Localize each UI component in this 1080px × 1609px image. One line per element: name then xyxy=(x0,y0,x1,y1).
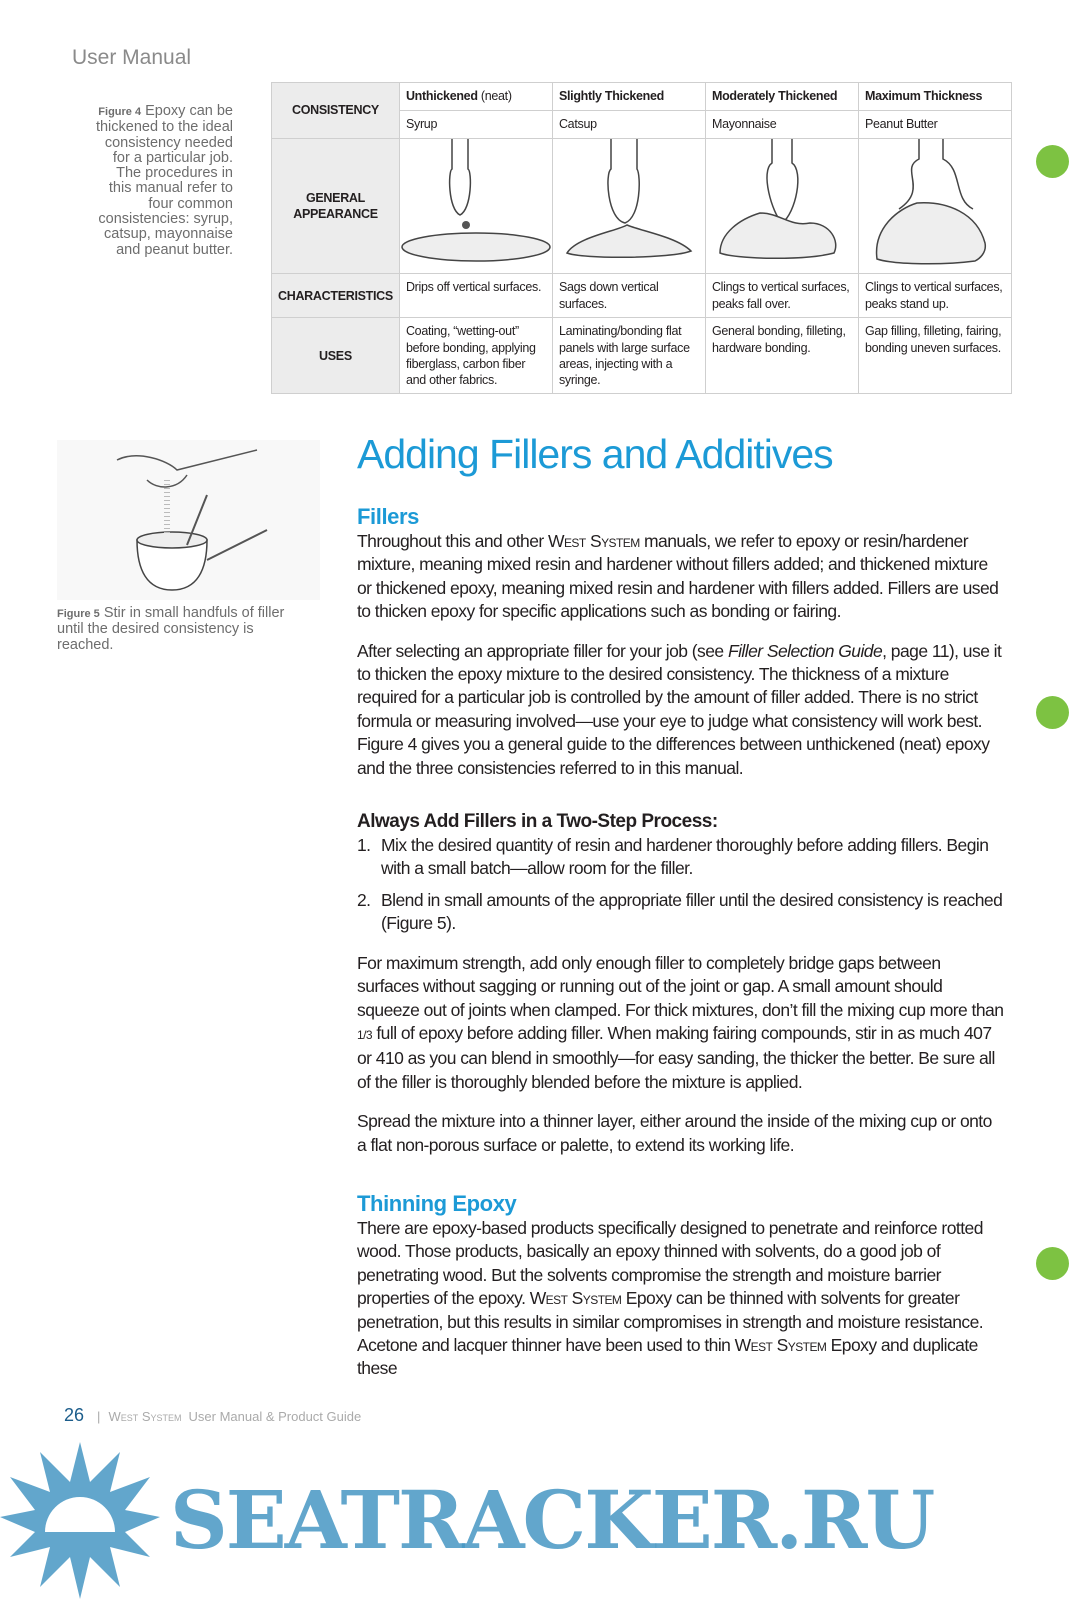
green-tab-marker xyxy=(1036,696,1069,729)
page-number: 26 xyxy=(64,1404,85,1425)
example-cell: Catsup xyxy=(552,111,705,139)
paragraph: After selecting an appropriate filler for your job (see Filler Selection Guide, page 11), use it to thicken the epoxy mixture to the desired consistency. The thickness of a mixture required for a particular job is controlled by the amount of filler added. There is no strict formula or measuring involved—use your eye to judge what consistency will work best. Figure 4 gives you a general guide to the differences between unthickened (neat) epoxy and the three consistencies referred to in this manual. xyxy=(357,640,1002,778)
paragraph: There are epoxy-based products specifically designed to penetrate and reinforce rotted wood. Those products, basically an epoxy thinned with solvents, do a good job of penetrating wood. But the solvents compromise the strength and moisture barrier properties of the epoxy. West System Epoxy can be thinned with solvents for greater penetration, but this results in similar compromises in strength and moisture resistance. Acetone and lacquer thinner have been used to thin West System Epoxy and duplicate these xyxy=(357,1217,984,1379)
uses-cell: Gap filling, filleting, fairing, bonding uneven surfaces. xyxy=(858,318,1011,394)
running-header: User Manual xyxy=(72,46,192,69)
green-tab-marker xyxy=(1036,145,1069,178)
characteristics-cell: Drips off vertical surfaces. xyxy=(399,274,552,318)
thinning-heading: Thinning Epoxy xyxy=(357,1190,517,1216)
figure-5-illustration xyxy=(57,440,320,600)
sun-logo-icon xyxy=(0,1442,160,1599)
figure-label: Figure 4 xyxy=(98,106,142,118)
list-item: 1. Mix the desired quantity of resin and hardener thoroughly before adding fillers. Begin with a small batch—allow room for the filler. xyxy=(357,835,989,879)
peanut-butter-illustration xyxy=(858,139,1011,274)
characteristics-cell: Sags down vertical surfaces. xyxy=(552,274,705,318)
example-cell: Mayonnaise xyxy=(705,111,858,139)
row-label: CHARACTERISTICS xyxy=(272,274,400,318)
col-header: Unthickened (neat) xyxy=(399,83,552,111)
mayonnaise-illustration xyxy=(705,139,858,274)
list-item: 2. Blend in small amounts of the appropriate filler until the desired consistency is reached (Figure 5). xyxy=(357,889,1003,934)
watermark xyxy=(0,1442,1080,1609)
syrup-illustration xyxy=(399,139,552,274)
uses-cell: Coating, “wetting-out” before bonding, applying fiberglass, carbon fiber and other fabrics. xyxy=(399,318,552,394)
section-title: Adding Fillers and Additives xyxy=(357,431,833,477)
watermark-text: SEATRACKER.RU xyxy=(170,1473,934,1568)
figure-5-caption: Figure 5 Stir in small handfuls of filler until the desired consistency is reached. xyxy=(57,605,285,653)
page-footer: 26 | West System User Manual & Product Guide xyxy=(64,1404,362,1425)
row-label: CONSISTENCY xyxy=(272,83,400,139)
characteristics-cell: Clings to vertical surfaces, peaks stand up. xyxy=(858,274,1011,318)
paragraph: For maximum strength, add only enough filler to completely bridge gaps between surfaces without sagging or running out of the joint or gap. A small amount should squeeze out of joints when clamped. For thick mixtures, don’t fill the mixing cup more than 1/3 full of epoxy before adding filler. When making fairing compounds, stir in as much 407 or 410 as you can blend in smoothly—for easy sanding, the thicker the better. Be sure all of the filler is thoroughly blended before the mixture is applied. xyxy=(357,952,1004,1092)
steps-list xyxy=(357,834,1005,936)
consistency-table xyxy=(271,82,1012,394)
uses-cell: Laminating/bonding flat panels with large surface areas, injecting with a syringe. xyxy=(552,318,705,394)
row-label: GENERAL APPEARANCE xyxy=(272,139,400,274)
two-step-heading: Always Add Fillers in a Two-Step Process: xyxy=(357,811,718,833)
catsup-illustration xyxy=(552,139,705,274)
green-tab-marker xyxy=(1036,1247,1069,1280)
row-label: USES xyxy=(272,318,400,394)
uses-cell: General bonding, filleting, hardware bonding. xyxy=(705,318,858,394)
col-header: Maximum Thickness xyxy=(858,83,1011,111)
col-header: Moderately Thickened xyxy=(705,83,858,111)
figure-4-caption: Figure 4 Epoxy can be thickened to the ideal consistency needed for a particular job. The procedures in this manual refer to four common consistencies: syrup, catsup, mayonnaise and peanut butter. xyxy=(95,103,233,258)
characteristics-cell: Clings to vertical surfaces, peaks fall over. xyxy=(705,274,858,318)
example-cell: Peanut Butter xyxy=(858,111,1011,139)
fillers-heading: Fillers xyxy=(357,504,420,529)
paragraph: Spread the mixture into a thinner layer, either around the inside of the mixing cup or onto a flat non-porous surface or palette, to extend its working life. xyxy=(357,1111,992,1155)
paragraph: Throughout this and other West System manuals, we refer to epoxy or resin/hardener mixture, meaning mixed resin and hardener without fillers added; and thickened mixture or thickened epoxy, meaning mixed resin and hardener with fillers added. Fillers are used to thicken epoxy for specific applications such as bonding or fairing. xyxy=(357,531,999,622)
example-cell: Syrup xyxy=(399,111,552,139)
col-header: Slightly Thickened xyxy=(552,83,705,111)
